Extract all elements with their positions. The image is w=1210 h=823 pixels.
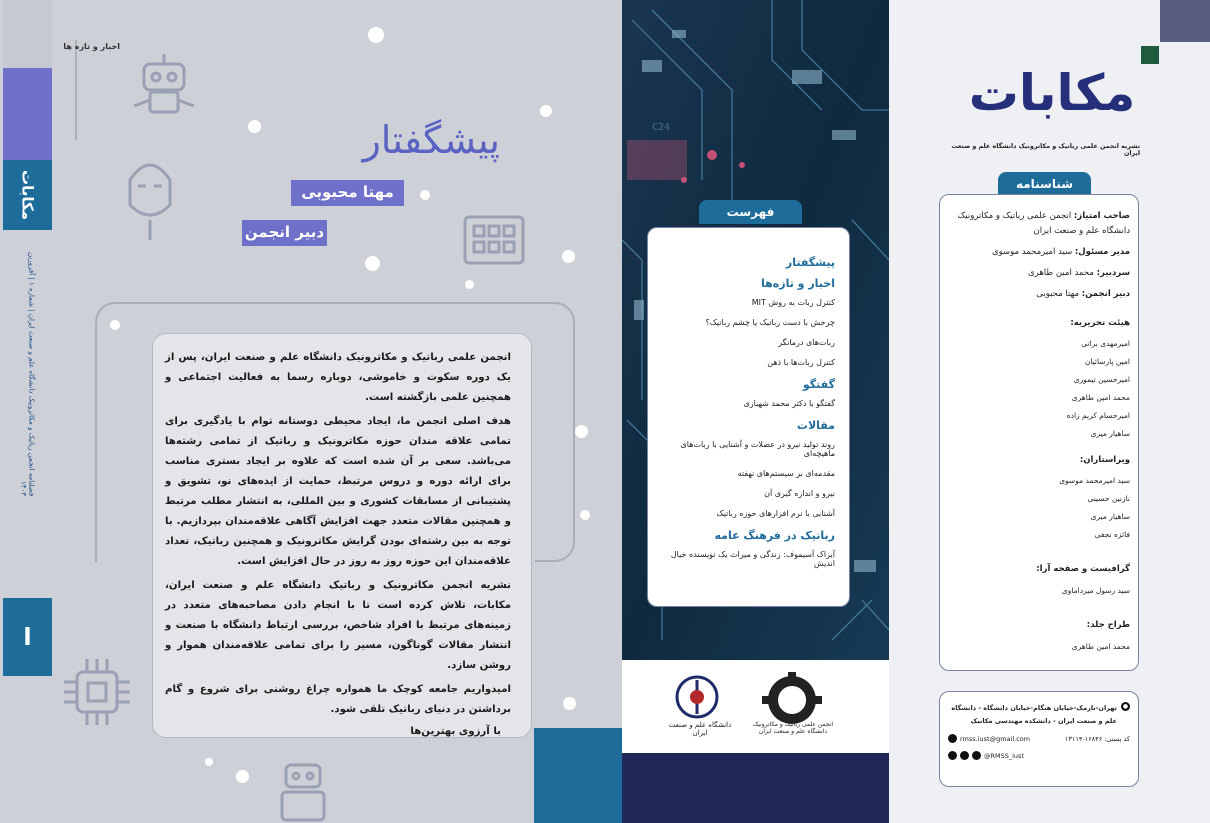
toc-item[interactable]: آیزاک آسیموف: زندگی و میراث یک نویسنده خیال اندیش [670,550,835,568]
person-name: ساهیار میری [1090,512,1130,521]
cover-title: طراح جلد: [1086,620,1130,630]
telegram-icon[interactable] [972,751,981,760]
graphics-name: سید رسول میرداماوی [1061,586,1130,595]
contact-address-row [948,702,1130,728]
toc-section-title[interactable]: گفتگو [802,378,835,391]
decor-block [1160,0,1210,42]
person-name: محمد امین طاهری [1071,393,1130,402]
contact-panel [939,691,1139,787]
sign-off: با آرزوی بهترین‌ها [410,726,501,737]
university-caption: دانشگاه علم و صنعت ایران [668,721,732,737]
person-name: ساهیار میری [1090,429,1130,438]
table-of-contents [647,227,850,607]
toc-item[interactable]: چرخش با دست رباتیک یا چشم رباتیک؟ [705,318,835,327]
board-list [948,335,1130,443]
svg-text:C24: C24 [652,122,671,133]
contact-email[interactable]: rmss.iust@gmail.com [960,734,1031,743]
foreword-card [152,333,532,738]
decor-dot [205,758,213,766]
decor-block [622,753,889,823]
contents-page [622,0,889,823]
toc-item[interactable]: ربات‌های درمانگر [778,338,835,347]
tab-credits: شناسنامه [998,172,1091,196]
board-title: هیئت تحریریه: [1070,318,1130,328]
processor-icon [60,655,134,729]
contact-postal-code: کد پستی: ۱۶۸۴۶-۱۳۱۱۴ [1064,734,1130,743]
decor-dot [575,425,588,438]
author-name: مهتا محبوبی [291,180,404,206]
credit-value: محمد امین طاهری [1027,268,1094,278]
circuit-line [535,302,575,562]
toc-section-title[interactable]: مقالات [796,419,835,432]
person-name: امیرحسین تیموری [1073,375,1130,384]
credit-line [948,245,1130,260]
person-name: امین پارسائیان [1084,357,1130,366]
person-name: نازنین حسینی [1087,494,1130,503]
credit-value: مهتا محبوبی [1036,289,1080,299]
toc-item[interactable]: نیرو و اندازه گیری آن [764,489,835,498]
robot-icon [268,762,338,823]
spine-logo: مکابات [18,170,37,220]
person-name: امیرمهدی براتی [1081,339,1130,348]
email-row[interactable] [948,734,1030,743]
decor-dot [563,697,576,710]
decor-dot [248,120,261,133]
credit-line [948,209,1130,239]
editors-list [948,472,1130,544]
credit-line [948,266,1130,281]
contact-social[interactable]: @RMSS_iust [984,751,1024,760]
social-row[interactable] [948,751,1130,760]
page-title: پیشگفتار [362,118,500,162]
foreword-paragraph: امیدواریم جامعه کوچک ما همواره چراغ روشنی برای شروع و گام برداشتن در دنیای رباتیک تلقی شود. [165,684,511,715]
location-icon: ● [1122,703,1129,710]
instagram-icon[interactable] [960,751,969,760]
decor-dot [236,770,249,783]
person-name: سید امیرمحمد موسوی [1059,476,1130,485]
credits-page [889,0,1210,823]
decor-dot [540,105,552,117]
toc-item[interactable]: گفتگو با دکتر محمد شهبازی [743,399,835,408]
cover-name: محمد امین طاهری [1071,642,1130,651]
decor-dot [562,250,575,263]
linkedin-icon[interactable] [948,751,957,760]
decor-dot [420,190,430,200]
toc-item[interactable]: مقدمه‌ای بر سیستم‌های نهفته [737,469,835,478]
magazine-logo: مکابات [968,64,1136,122]
robot-icon [124,50,204,120]
section-label: اخبار و تازه ها [63,42,120,51]
person-name: امیرحسام کریم زاده [1066,411,1130,420]
decor-dot [580,510,590,520]
decor-dot [368,27,384,43]
tab-contents: فهرست [699,200,802,224]
credit-line [948,287,1130,302]
credit-label: سردبیر: [1096,268,1130,278]
circuit-line [75,40,77,140]
editors-title: ویراستاران: [1079,455,1130,465]
decor-dot [365,256,380,271]
credit-label: مدیر مسئول: [1074,247,1130,257]
contact-address: تهران-نارمک-خیابان هنگام-خیابان دانشگاه - دانشگاه علم و صنعت ایران - دانشکده مهندسی مکانیک [951,704,1117,725]
chip-icon [462,214,526,266]
graphics-title: گرافیست و صفحه آرا: [1036,564,1130,574]
logos-strip [622,660,889,753]
toc-list [658,256,835,568]
foreword-paragraph: انجمن علمی رباتیک و مکاترونیک دانشگاه علم و صنعت ایران، پس از یک دوره سکوت و خاموشی، دوباره رسما به فعالیت اجتماعی و همچنین علمی بازگشته است. [165,352,511,403]
credits-panel [939,194,1139,671]
toc-item[interactable]: کنترل ربات به روش MIT [751,298,835,307]
spine-issue-number: ا [23,623,32,651]
credit-label: دبیر انجمن: [1081,289,1130,299]
decor-dot [110,320,120,330]
decor-dot [465,280,474,289]
email-icon [948,734,957,743]
decor-block [1141,46,1159,64]
robot-head-icon [120,150,180,240]
contact-row [948,734,1130,743]
toc-item[interactable]: روند تولید نیرو در عضلات و آشنایی با ربات‌های ماهیچه‌ای [680,440,835,458]
university-logo-icon [672,670,722,724]
foreword-paragraph: نشریه انجمن مکاترونیک و رباتیک دانشگاه علم و صنعت ایران، مکابات، تلاش کرده است تا با انجام دادن مصاحبه‌های متعدد در زمینه‌های مرتبط با افراد شاخص، بررسی ارتباط دانشگاه با صنعت و انتشار مقالات گوناگون، مسیر را برای تمامی علاقه‌مندان هموار و روشن سازد. [165,580,511,671]
association-caption: انجمن علمی رباتیک و مکاترونیک دانشگاه علم و صنعت ایران [752,721,834,735]
spine [3,0,52,823]
decor-block [534,728,622,823]
credit-label: صاحب امتیاز: [1073,211,1130,221]
magazine-subtitle: نشریه انجمن علمی رباتیک و مکاترونیک دانشگاه علم و صنعت ایران [951,143,1140,157]
credit-value: انجمن علمی رباتیک و مکاترونیک دانشگاه علم و صنعت ایران [957,211,1130,236]
association-logo-icon [752,672,832,726]
credit-value: سید امیرمحمد موسوی [991,247,1073,257]
author-role: دبیر انجمن [242,220,327,246]
spine-text: فصلنامه انجمن رباتیک و مکاترونیک دانشگاه علم و صنعت ایران | شماره ۱ | آفرورین ۱۴۰۳ [19,251,36,496]
toc-item[interactable]: کنترل ربات‌ها با ذهن [767,358,835,367]
person-name: فائزه نجفی [1094,530,1130,539]
foreword-paragraph: هدف اصلی انجمن ما، ایجاد محیطی دوستانه توام با یادگیری برای تمامی علاقه مندان حوزه مکاترونیک و رباتیک از تمامی رشته‌ها می‌باشد. سعی بر آن شده است که علاوه بر ایجاد بستری مناسب برای ارائه دوره و دروس مرتبط، حمایت از ایده‌های نو، تشویق و پشتیبانی از مسابقات کشوری و بین المللی، به انتشار مطلب مرتبط و همچنین مقالات متعدد جهت افزایش آگاهی علاقه‌مندان بپردازیم. با توجه به بین رشته‌ای بودن گرایش مکاترونیک و همچنین رباتیک، تعداد علاقه‌مندان این حوزه روز به روز در حال افزایش است. [165,416,511,567]
toc-section-title[interactable]: رباتیک در فرهنگ عامه [714,529,835,542]
toc-section-title[interactable]: اخبار و تازه‌ها [761,277,835,290]
toc-section-title[interactable]: پیشگفتار [785,256,835,269]
toc-item[interactable]: آشنایی با نرم افزارهای حوزه رباتیک [716,509,835,518]
